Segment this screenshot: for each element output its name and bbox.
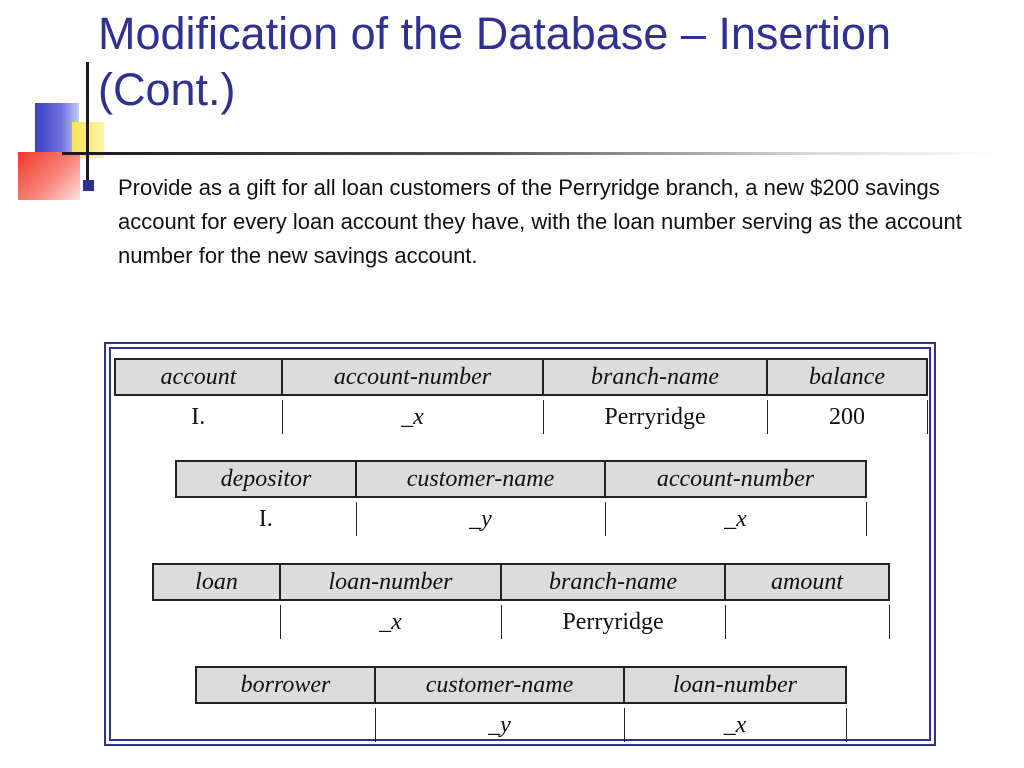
column-header: customer-name [356,461,605,497]
bullet-text: Provide as a gift for all loan customers of the Perryridge branch, a new $200 savings account for every loan account they have, with the loan number serving as the account number for the new savings account. [118,175,962,268]
column-header: loan-number [280,564,501,600]
variable-cell [605,502,866,536]
variable-cell [375,708,624,742]
table-header-row [153,564,889,600]
constant-cell: 200 [767,400,927,434]
column-header: amount [725,564,889,600]
variable-name: x [735,711,747,738]
variable-name: x [391,608,402,635]
variable-name: y [500,711,511,738]
column-header: branch-name [501,564,725,600]
variable-prefix: _ [488,711,501,738]
column-header: loan-number [624,667,846,703]
title-vertical-rule [86,62,89,180]
column-header: branch-name [543,359,767,395]
column-header: account-number [605,461,866,497]
command-cell [153,605,280,639]
corner-decoration-red [18,152,80,200]
variable-name: x [736,505,747,532]
table-row [176,502,866,536]
title-underline-rule [62,152,1000,155]
loan-skeleton-table [152,563,890,639]
table-name-cell: account [115,359,282,395]
table-header-row [196,667,846,703]
command-cell [196,708,375,742]
variable-prefix: _ [723,711,736,738]
table-name-cell: borrower [196,667,375,703]
borrower-skeleton-table [195,666,847,742]
table-header-row [176,461,866,497]
variable-cell [280,605,501,639]
table-row [196,708,846,742]
slide-title: Modification of the Database – Insertion (Cont.) [98,8,891,115]
table-row [153,605,889,639]
variable-prefix: _ [724,505,737,532]
variable-name: y [481,505,492,532]
bullet-square-icon [83,180,94,191]
account-skeleton-table [114,358,928,434]
column-header: customer-name [375,667,624,703]
variable-cell [356,502,605,536]
command-cell: I. [191,403,206,430]
depositor-skeleton-table [175,460,867,536]
variable-cell [624,708,846,742]
variable-cell [282,400,543,434]
variable-name: x [413,403,424,430]
variable-prefix: _ [379,608,392,635]
variable-prefix: _ [469,505,482,532]
table-name-cell: loan [153,564,280,600]
table-name-cell: depositor [176,461,356,497]
constant-cell [725,605,889,639]
constant-cell: Perryridge [543,400,767,434]
command-cell: I. [258,505,273,532]
qbe-figure [104,342,936,746]
constant-cell: Perryridge [501,605,725,639]
variable-prefix: _ [401,403,414,430]
table-row [115,400,927,434]
table-header-row [115,359,927,395]
column-header: account-number [282,359,543,395]
column-header: balance [767,359,927,395]
